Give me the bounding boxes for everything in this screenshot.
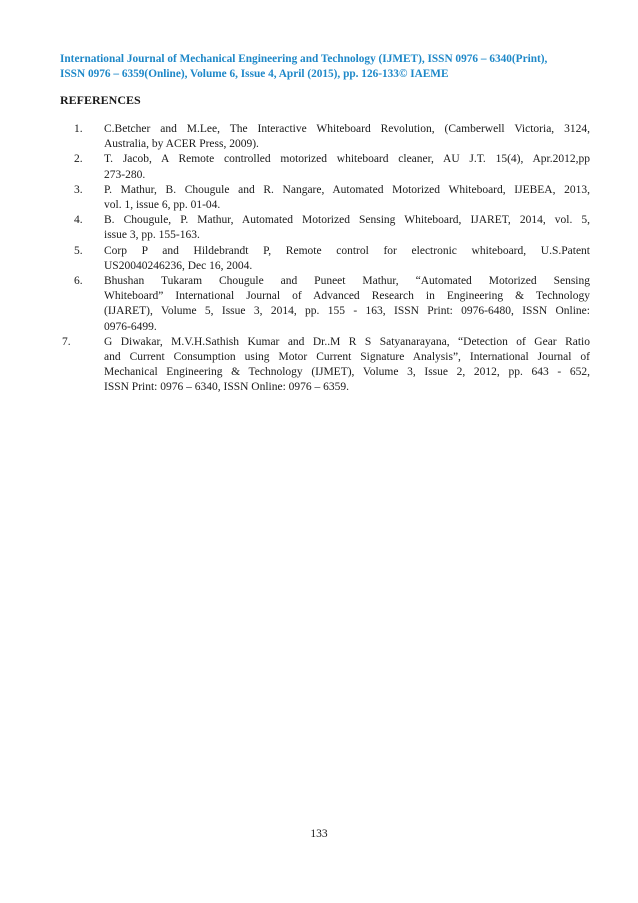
references-heading: REFERENCES <box>60 93 141 107</box>
reference-number: 4. <box>74 214 83 227</box>
reference-line: B. Chougule, P. Mathur, Automated Motorized Sensing Whiteboard, IJARET, 2014, vol. 5, <box>104 214 590 227</box>
reference-number: 6. <box>74 275 83 288</box>
reference-number: 3. <box>74 183 83 196</box>
reference-line: and Current Consumption using Motor Current Signature Analysis”, International Journal of <box>104 351 590 364</box>
reference-line: Corp P and Hildebrandt P, Remote control for electronic whiteboard, U.S.Patent <box>104 244 590 257</box>
reference-line: Whiteboard” International Journal of Advanced Research in Engineering & Technology <box>104 290 590 303</box>
reference-line: T. Jacob, A Remote controlled motorized whiteboard cleaner, AU J.T. 15(4), Apr.2012,pp <box>104 153 590 166</box>
reference-line: ISSN Print: 0976 – 6340, ISSN Online: 0976 – 6359. <box>104 381 350 394</box>
reference-number: 7. <box>62 335 71 348</box>
reference-list <box>60 122 590 396</box>
reference-item-1 <box>60 122 590 152</box>
reference-line: (IJARET), Volume 5, Issue 3, 2014, pp. 155 - 163, ISSN Print: 0976-6480, ISSN Online: <box>104 305 590 318</box>
reference-number: 2. <box>74 153 83 166</box>
reference-item-4 <box>60 213 590 243</box>
reference-line: Mechanical Engineering & Technology (IJMET), Volume 3, Issue 2, 2012, pp. 643 - 652, <box>104 366 590 379</box>
reference-line: vol. 1, issue 6, pp. 01-04. <box>104 199 221 212</box>
journal-header <box>60 52 590 82</box>
reference-item-3 <box>60 183 590 213</box>
reference-line: Australia, by ACER Press, 2009). <box>104 138 259 151</box>
reference-number: 5. <box>74 244 83 257</box>
reference-line: Bhushan Tukaram Chougule and Puneet Mathur, “Automated Motorized Sensing <box>104 275 590 288</box>
reference-item-6 <box>60 274 590 335</box>
reference-line: 0976-6499. <box>104 320 157 333</box>
reference-line: US20040246236, Dec 16, 2004. <box>104 259 253 272</box>
journal-header-line-2: ISSN 0976 – 6359(Online), Volume 6, Issue 4, April (2015), pp. 126-133© IAEME <box>60 68 449 80</box>
reference-line: C.Betcher and M.Lee, The Interactive Whiteboard Revolution, (Camberwell Victoria, 3124, <box>104 123 590 135</box>
reference-line: issue 3, pp. 155-163. <box>104 229 200 242</box>
reference-number: 1. <box>74 123 83 135</box>
reference-item-5 <box>60 244 590 274</box>
reference-line: P. Mathur, B. Chougule and R. Nangare, Automated Motorized Whiteboard, IJEBEA, 2013, <box>104 183 590 196</box>
page-number: 133 <box>310 828 328 840</box>
reference-item-2 <box>60 152 590 182</box>
reference-item-7 <box>60 335 590 396</box>
reference-line: 273-280. <box>104 168 146 181</box>
reference-line: G Diwakar, M.V.H.Sathish Kumar and Dr..M R S Satyanarayana, “Detection of Gear Ratio <box>104 335 590 348</box>
journal-header-line-1: International Journal of Mechanical Engineering and Technology (IJMET), ISSN 0976 – 6340(Print), <box>60 53 548 65</box>
